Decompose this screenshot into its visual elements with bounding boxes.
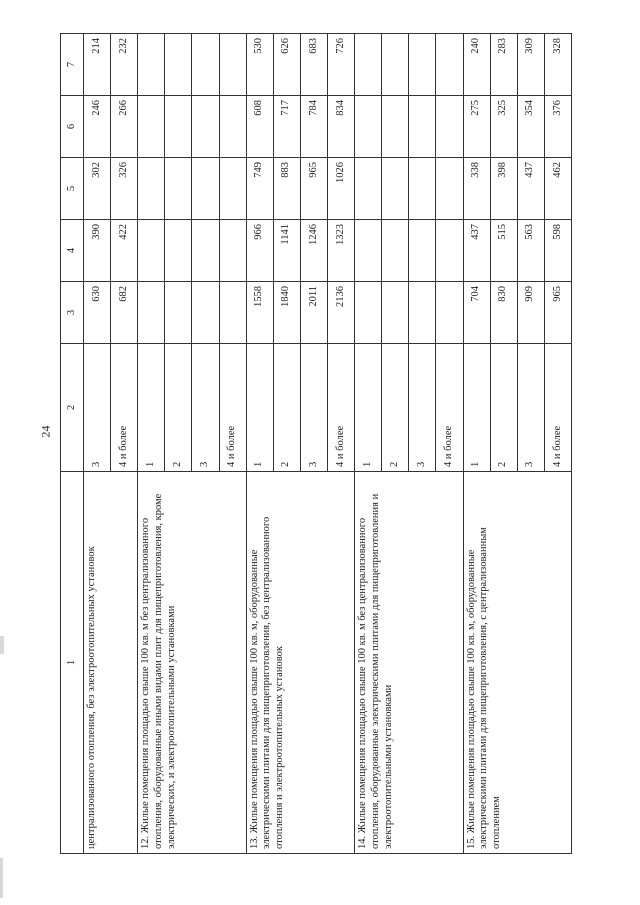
value-cell	[409, 220, 436, 282]
value-cell: 626	[273, 34, 300, 96]
value-cell	[409, 158, 436, 220]
value-cell: 683	[300, 34, 327, 96]
column-header: 6	[61, 96, 84, 158]
value-cell	[382, 96, 409, 158]
rooms-count-cell: 4 и более	[436, 344, 463, 472]
value-cell: 563	[517, 220, 544, 282]
housing-category-description: 13. Жилые помещения площадью свыше 100 кв. м, оборудованные электрическими плитами для пищеприготовления, без централизованного отопления и электроотопительных установок	[246, 472, 354, 854]
value-cell: 515	[490, 220, 517, 282]
rooms-count-cell: 4 и более	[544, 344, 571, 472]
value-cell: 1558	[246, 282, 273, 344]
column-header: 1	[61, 472, 84, 854]
value-cell	[382, 220, 409, 282]
value-cell: 883	[273, 158, 300, 220]
value-cell: 232	[111, 34, 138, 96]
table-row	[138, 34, 165, 854]
rooms-count-cell: 2	[490, 344, 517, 472]
value-cell	[355, 282, 382, 344]
rooms-count-cell: 2	[382, 344, 409, 472]
value-cell	[355, 34, 382, 96]
value-cell: 325	[490, 96, 517, 158]
value-cell: 1026	[327, 158, 354, 220]
value-cell: 338	[463, 158, 490, 220]
page-number: 24	[38, 425, 53, 438]
value-cell: 422	[111, 220, 138, 282]
value-cell	[219, 96, 246, 158]
rooms-count-cell: 1	[246, 344, 273, 472]
rooms-count-cell: 2	[273, 344, 300, 472]
table-row	[463, 34, 490, 854]
value-cell	[165, 34, 192, 96]
value-cell	[192, 96, 219, 158]
value-cell	[192, 220, 219, 282]
value-cell	[436, 96, 463, 158]
value-cell: 246	[84, 96, 111, 158]
column-header: 5	[61, 158, 84, 220]
column-header: 3	[61, 282, 84, 344]
value-cell: 214	[84, 34, 111, 96]
value-cell: 965	[300, 158, 327, 220]
table-row	[355, 34, 382, 854]
value-cell: 530	[246, 34, 273, 96]
value-cell	[138, 96, 165, 158]
column-header: 2	[61, 344, 84, 472]
value-cell	[192, 282, 219, 344]
value-cell: 682	[111, 282, 138, 344]
value-cell	[138, 34, 165, 96]
value-cell: 309	[517, 34, 544, 96]
value-cell	[219, 220, 246, 282]
value-cell: 462	[544, 158, 571, 220]
table-row	[246, 34, 273, 854]
value-cell: 630	[84, 282, 111, 344]
value-cell: 749	[246, 158, 273, 220]
value-cell: 1141	[273, 220, 300, 282]
rooms-count-cell: 3	[84, 344, 111, 472]
value-cell	[138, 220, 165, 282]
value-cell: 376	[544, 96, 571, 158]
rooms-count-cell: 3	[300, 344, 327, 472]
scan-artifact	[0, 858, 3, 898]
housing-category-description: 12. Жилые помещения площадью свыше 100 кв. м без централизованного отопления, оборудованные иными видами плит для пищеприготовления, кроме электрических, и электроотопительными установками	[138, 472, 246, 854]
value-cell	[355, 220, 382, 282]
rooms-count-cell: 2	[165, 344, 192, 472]
value-cell: 390	[84, 220, 111, 282]
value-cell	[409, 34, 436, 96]
table-row	[84, 34, 111, 854]
value-cell: 437	[517, 158, 544, 220]
value-cell	[165, 96, 192, 158]
column-header: 4	[61, 220, 84, 282]
value-cell: 598	[544, 220, 571, 282]
value-cell: 726	[327, 34, 354, 96]
value-cell	[436, 282, 463, 344]
value-cell: 784	[300, 96, 327, 158]
value-cell	[138, 158, 165, 220]
value-cell: 275	[463, 96, 490, 158]
rooms-count-cell: 3	[517, 344, 544, 472]
rooms-count-cell: 1	[355, 344, 382, 472]
value-cell: 717	[273, 96, 300, 158]
value-cell: 965	[544, 282, 571, 344]
value-cell: 1323	[327, 220, 354, 282]
value-cell: 1246	[300, 220, 327, 282]
value-cell	[382, 158, 409, 220]
tariff-table	[60, 33, 572, 854]
column-header: 7	[61, 34, 84, 96]
rooms-count-cell: 1	[463, 344, 490, 472]
value-cell	[165, 282, 192, 344]
value-cell: 2011	[300, 282, 327, 344]
value-cell: 437	[463, 220, 490, 282]
housing-category-description: централизованного отопления, без электроотопительных установок	[84, 472, 138, 854]
value-cell	[382, 34, 409, 96]
value-cell	[409, 96, 436, 158]
value-cell	[436, 158, 463, 220]
value-cell	[192, 34, 219, 96]
value-cell	[409, 282, 436, 344]
value-cell: 326	[111, 158, 138, 220]
value-cell	[165, 158, 192, 220]
value-cell: 398	[490, 158, 517, 220]
value-cell	[219, 34, 246, 96]
value-cell: 966	[246, 220, 273, 282]
rooms-count-cell: 4 и более	[327, 344, 354, 472]
value-cell	[355, 158, 382, 220]
header-row	[61, 34, 84, 854]
table-body	[84, 34, 572, 854]
value-cell: 240	[463, 34, 490, 96]
value-cell: 834	[327, 96, 354, 158]
value-cell: 1840	[273, 282, 300, 344]
value-cell	[165, 220, 192, 282]
housing-category-description: 15. Жилые помещения площадью свыше 100 кв. м, оборудованные электрическими плитами для пищеприготовления, с централизованным отоплением	[463, 472, 571, 854]
rooms-count-cell: 3	[409, 344, 436, 472]
rooms-count-cell: 4 и более	[111, 344, 138, 472]
housing-category-description: 14. Жилые помещения площадью свыше 100 кв. м без централизованного отопления, оборудованные электрическими плитами для пищеприготовления и электроотопительными установками	[355, 472, 463, 854]
value-cell: 2136	[327, 282, 354, 344]
value-cell	[382, 282, 409, 344]
value-cell	[219, 158, 246, 220]
rooms-count-cell: 4 и более	[219, 344, 246, 472]
value-cell: 283	[490, 34, 517, 96]
value-cell	[436, 34, 463, 96]
value-cell	[219, 282, 246, 344]
value-cell: 608	[246, 96, 273, 158]
value-cell: 830	[490, 282, 517, 344]
value-cell: 302	[84, 158, 111, 220]
value-cell: 909	[517, 282, 544, 344]
value-cell	[138, 282, 165, 344]
value-cell: 704	[463, 282, 490, 344]
value-cell: 328	[544, 34, 571, 96]
rotated-table-container	[60, 34, 572, 854]
rooms-count-cell: 1	[138, 344, 165, 472]
rooms-count-cell: 3	[192, 344, 219, 472]
value-cell: 354	[517, 96, 544, 158]
value-cell	[355, 96, 382, 158]
value-cell	[436, 220, 463, 282]
value-cell: 266	[111, 96, 138, 158]
scan-artifact	[0, 636, 4, 654]
value-cell	[192, 158, 219, 220]
